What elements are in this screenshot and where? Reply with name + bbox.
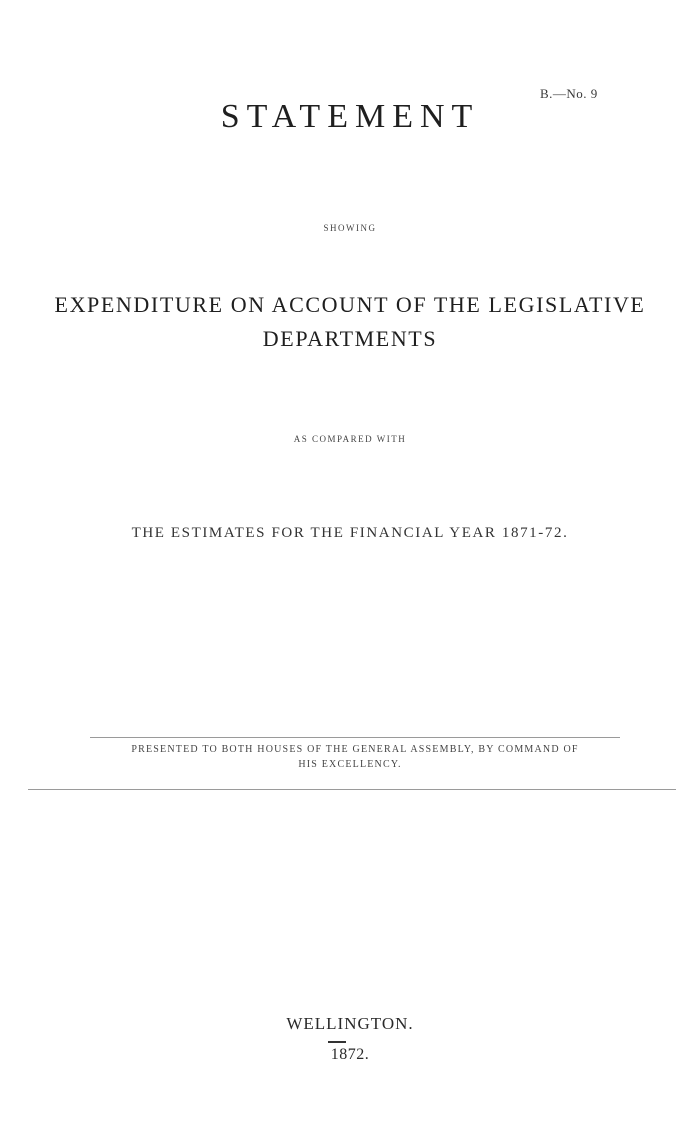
document-title: STATEMENT: [220, 98, 480, 135]
publication-year: 1872.: [330, 1046, 370, 1063]
heading-line-2: DEPARTMENTS: [262, 326, 438, 351]
presented-line-2: HIS EXCELLENCY.: [298, 759, 402, 770]
top-rule: [90, 737, 620, 738]
estimates-line: THE ESTIMATES FOR THE FINANCIAL YEAR 1871-72.: [131, 525, 569, 541]
bottom-rule: [28, 789, 676, 790]
document-reference: B.—No. 9: [540, 86, 598, 101]
compared-label: AS COMPARED WITH: [293, 434, 407, 444]
showing-label: SHOWING: [323, 223, 377, 233]
place-of-publication: WELLINGTON.: [286, 1014, 414, 1033]
heading-line-1: EXPENDITURE ON ACCOUNT OF THE LEGISLATIVE: [54, 292, 646, 317]
separator-dash: [328, 1041, 346, 1043]
presented-line-1: PRESENTED TO BOTH HOUSES OF THE GENERAL ASSEMBLY, BY COMMAND OF: [131, 744, 579, 755]
